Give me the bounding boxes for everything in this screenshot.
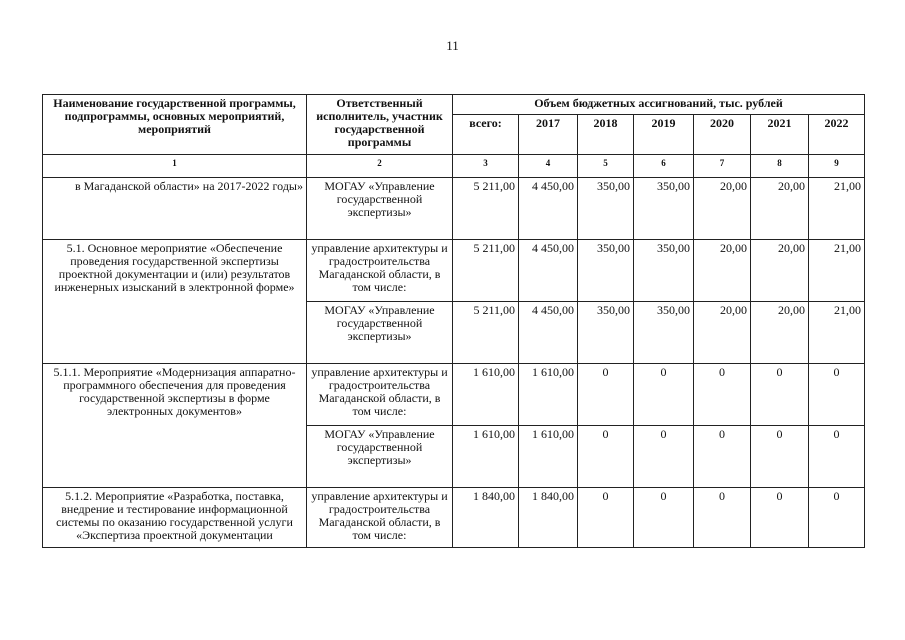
value-2021: 0 (751, 426, 809, 488)
table-row (43, 178, 865, 240)
value-2020: 0 (694, 488, 751, 548)
value-2021: 20,00 (751, 302, 809, 364)
value-2020: 20,00 (694, 178, 751, 240)
column-number: 7 (694, 155, 751, 178)
value-2018: 350,00 (578, 302, 634, 364)
activity-name: в Магаданской области» на 2017-2022 годы» (43, 178, 307, 240)
column-number: 5 (578, 155, 634, 178)
value-2019: 0 (634, 364, 694, 426)
header-year: 2021 (751, 115, 809, 155)
value-2018: 0 (578, 426, 634, 488)
value-total: 5 211,00 (453, 302, 519, 364)
column-number: 9 (809, 155, 865, 178)
value-2022: 21,00 (809, 178, 865, 240)
header-year: 2020 (694, 115, 751, 155)
activity-name: 5.1.1. Мероприятие «Модернизация аппаратно-программного обеспечения для проведения государственной экспертизы в форме электронных документов» (43, 364, 307, 488)
value-2017: 4 450,00 (519, 240, 578, 302)
value-total: 1 610,00 (453, 426, 519, 488)
value-2020: 0 (694, 426, 751, 488)
column-number: 1 (43, 155, 307, 178)
executor: МОГАУ «Управление государственной экспертизы» (307, 178, 453, 240)
value-2017: 4 450,00 (519, 302, 578, 364)
value-2021: 0 (751, 488, 809, 548)
value-2022: 21,00 (809, 240, 865, 302)
value-2017: 1 610,00 (519, 426, 578, 488)
executor: МОГАУ «Управление государственной экспертизы» (307, 426, 453, 488)
value-2019: 350,00 (634, 240, 694, 302)
value-2017: 4 450,00 (519, 178, 578, 240)
value-2022: 0 (809, 364, 865, 426)
activity-name: 5.1. Основное мероприятие «Обеспечение проведения государственной экспертизы проектной документации и (или) результатов инженерных изысканий в электронной форме» (43, 240, 307, 364)
header-year: 2022 (809, 115, 865, 155)
header-year: 2019 (634, 115, 694, 155)
value-2019: 350,00 (634, 178, 694, 240)
value-2022: 0 (809, 426, 865, 488)
header-budget: Объем бюджетных ассигнований, тыс. рублей (453, 95, 865, 115)
value-total: 5 211,00 (453, 178, 519, 240)
value-2020: 0 (694, 364, 751, 426)
table-row (43, 488, 865, 548)
executor: управление архитектуры и градостроительства Магаданской области, в том числе: (307, 364, 453, 426)
budget-table (42, 94, 865, 548)
value-total: 1 840,00 (453, 488, 519, 548)
table-row (43, 240, 865, 302)
value-2021: 20,00 (751, 178, 809, 240)
value-2022: 0 (809, 488, 865, 548)
column-number: 4 (519, 155, 578, 178)
value-2021: 20,00 (751, 240, 809, 302)
activity-name: 5.1.2. Мероприятие «Разработка, поставка, внедрение и тестирование информационной системы по оказанию государственной услуги «Экспертиза проектной документации (43, 488, 307, 548)
value-2018: 0 (578, 364, 634, 426)
executor: МОГАУ «Управление государственной экспертизы» (307, 302, 453, 364)
value-total: 5 211,00 (453, 240, 519, 302)
header-name: Наименование государственной программы, подпрограммы, основных мероприятий, мероприятий (43, 95, 307, 155)
column-number: 6 (634, 155, 694, 178)
column-number: 3 (453, 155, 519, 178)
page-number: 11 (446, 38, 459, 53)
value-2020: 20,00 (694, 240, 751, 302)
header-year: 2018 (578, 115, 634, 155)
value-2018: 350,00 (578, 240, 634, 302)
table-row (43, 364, 865, 426)
executor: управление архитектуры и градостроительства Магаданской области, в том числе: (307, 488, 453, 548)
header-year: 2017 (519, 115, 578, 155)
column-number: 8 (751, 155, 809, 178)
executor: управление архитектуры и градостроительства Магаданской области, в том числе: (307, 240, 453, 302)
value-2019: 0 (634, 426, 694, 488)
value-2018: 0 (578, 488, 634, 548)
value-2019: 0 (634, 488, 694, 548)
value-2021: 0 (751, 364, 809, 426)
value-2017: 1 840,00 (519, 488, 578, 548)
column-number: 2 (307, 155, 453, 178)
value-2019: 350,00 (634, 302, 694, 364)
value-2018: 350,00 (578, 178, 634, 240)
value-2020: 20,00 (694, 302, 751, 364)
header-executor: Ответственный исполнитель, участник государственной программы (307, 95, 453, 155)
header-total: всего: (453, 115, 519, 155)
value-2017: 1 610,00 (519, 364, 578, 426)
value-total: 1 610,00 (453, 364, 519, 426)
value-2022: 21,00 (809, 302, 865, 364)
